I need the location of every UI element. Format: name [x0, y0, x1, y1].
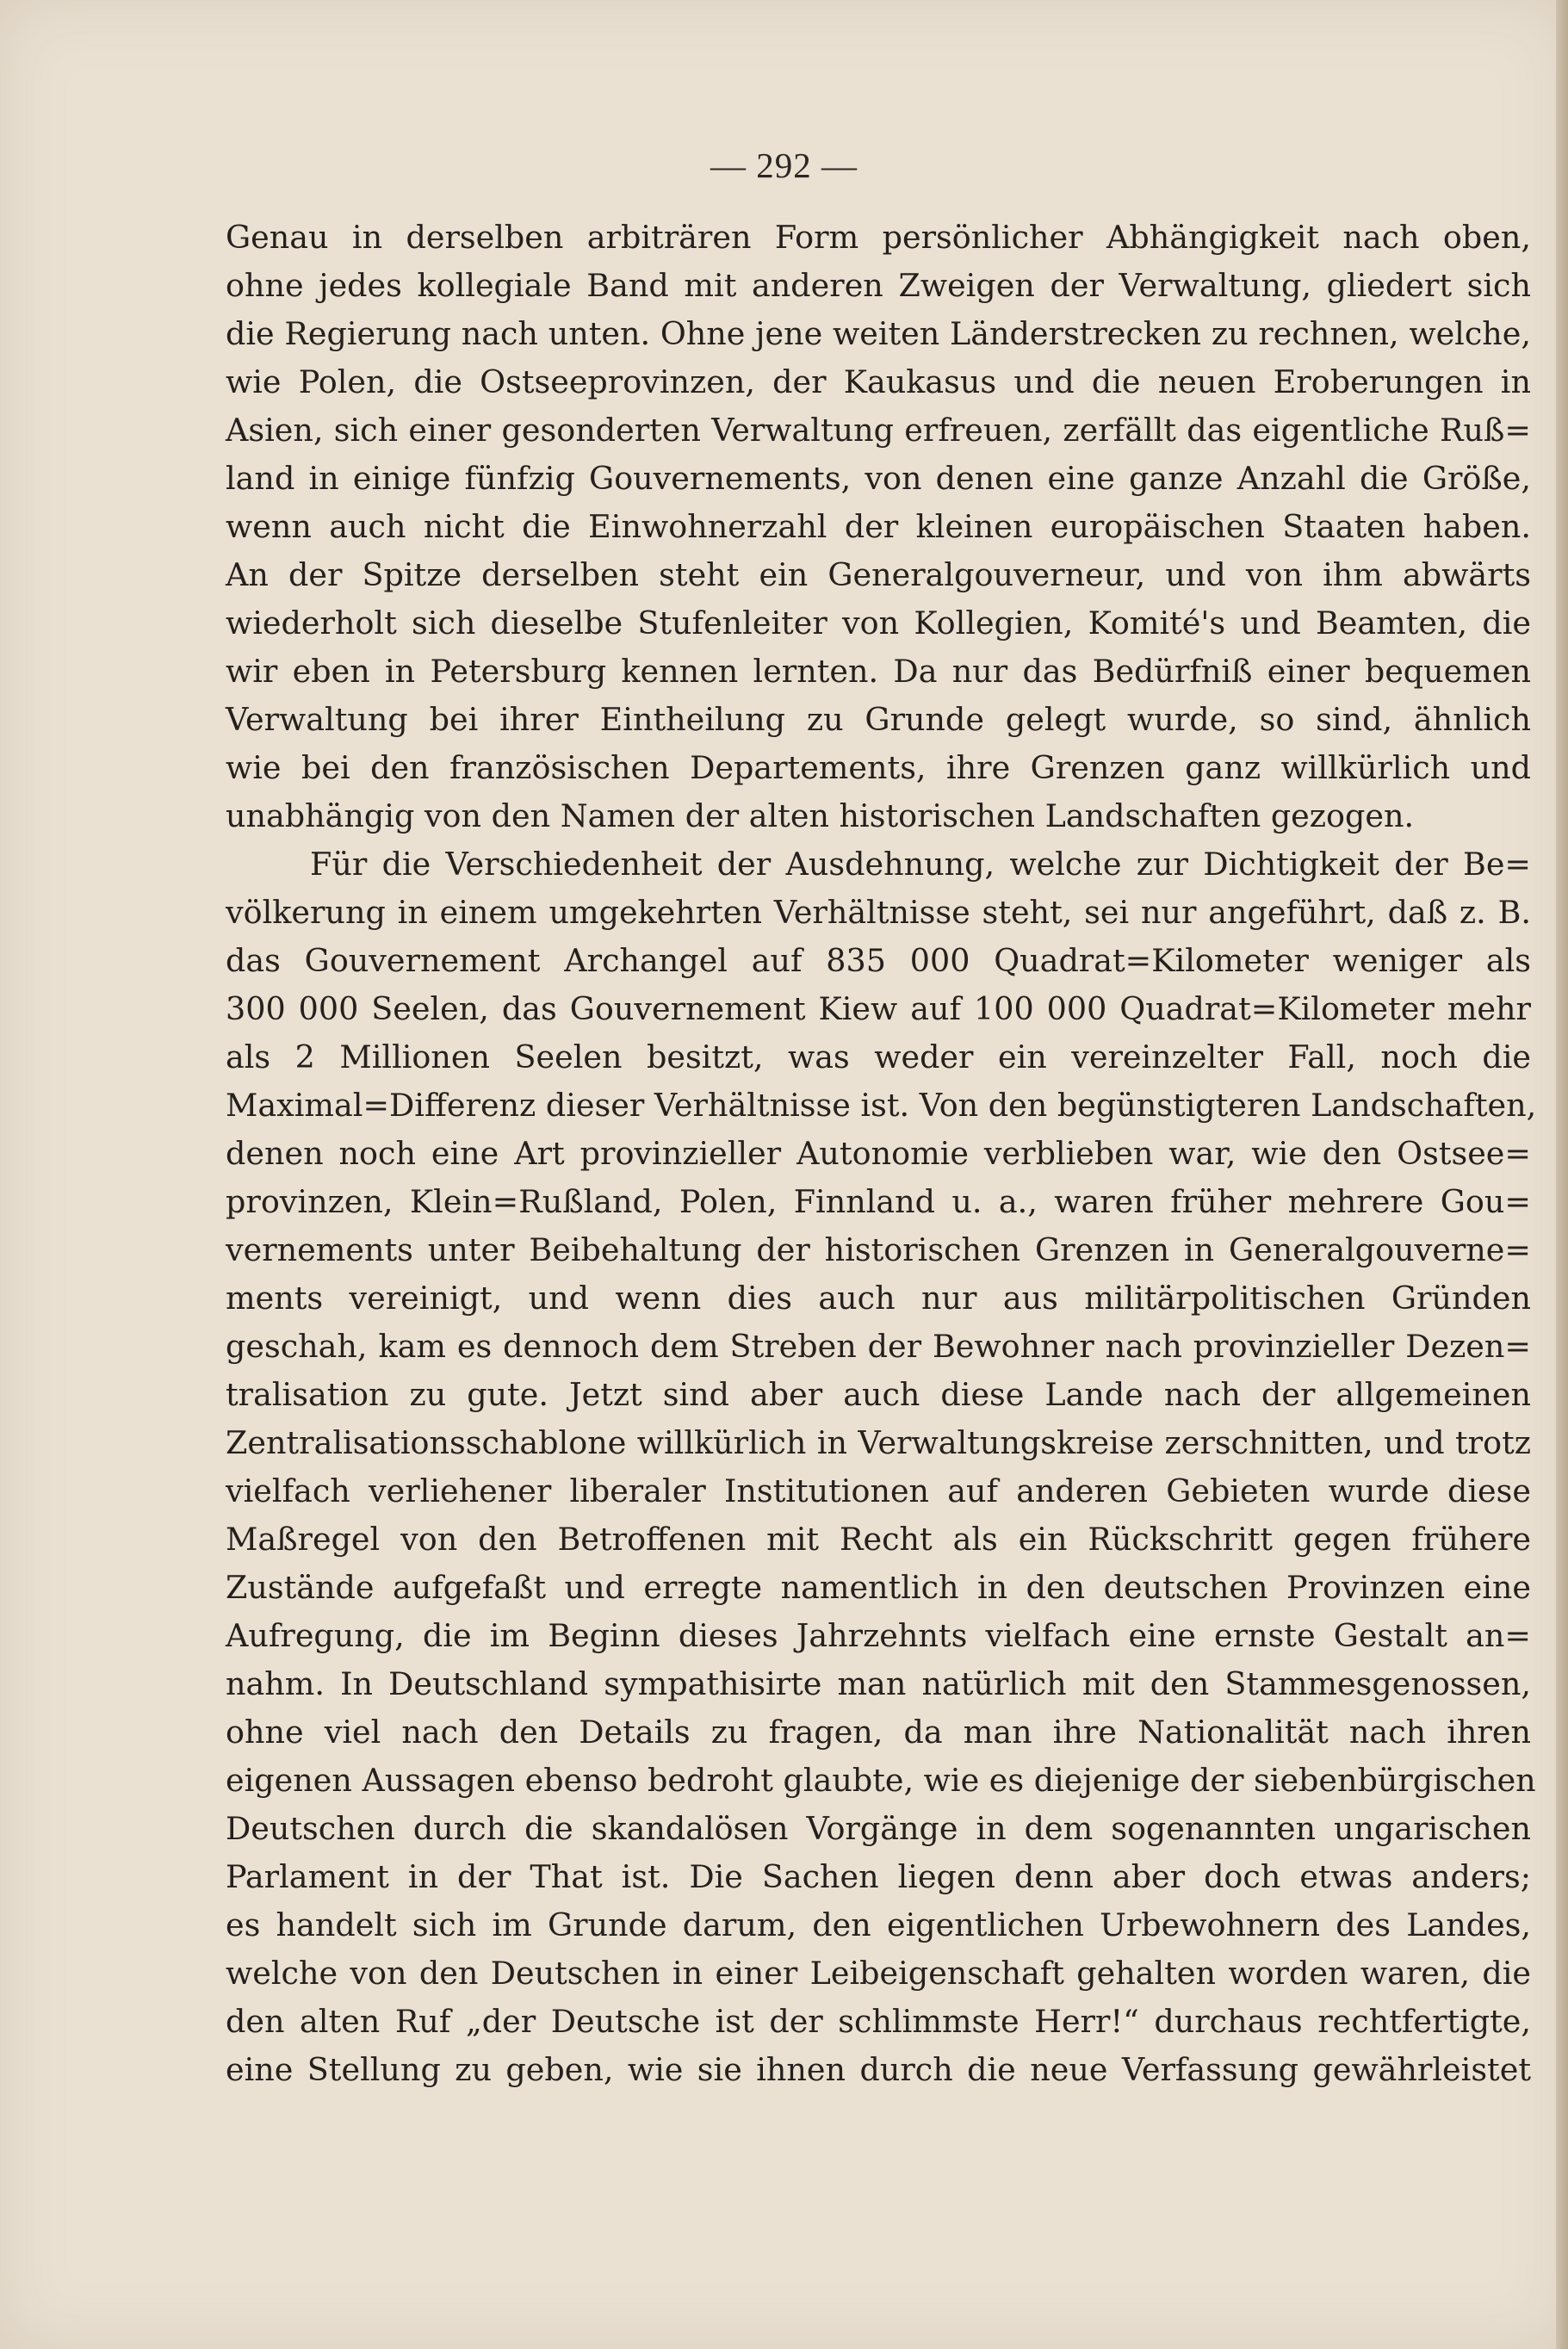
- text-line: wie Polen, die Ostseeprovinzen, der Kaukasus und die neuen Eroberungen in: [226, 363, 1531, 400]
- text-line: nahm. In Deutschland sympathisirte man natürlich mit den Stammesgenossen,: [226, 1665, 1531, 1702]
- text-line: geschah, kam es dennoch dem Streben der Bewohner nach provinzieller Dezen=: [226, 1328, 1531, 1365]
- text-line: land in einige fünfzig Gouvernements, von denen eine ganze Anzahl die Größe,: [226, 460, 1531, 497]
- text-line: völkerung in einem umgekehrten Verhältnisse steht, sei nur angeführt, daß z. B.: [226, 894, 1531, 931]
- text-line: die Regierung nach unten. Ohne jene weiten Länderstrecken zu rechnen, welche,: [226, 315, 1531, 352]
- body-text: [226, 214, 1537, 2094]
- text-line: als 2 Millionen Seelen besitzt, was weder ein vereinzelter Fall, noch die: [226, 1038, 1531, 1075]
- text-line: Zentralisationsschablone willkürlich in Verwaltungskreise zerschnitten, und trotz: [226, 1424, 1531, 1461]
- text-line: Genau in derselben arbiträren Form persönlicher Abhängigkeit nach oben,: [226, 219, 1531, 256]
- text-line: ohne viel nach den Details zu fragen, da man ihre Nationalität nach ihren: [226, 1714, 1531, 1751]
- text-line: Maximal=Differenz dieser Verhältnisse ist. Von den begünstigteren Landschaften,: [226, 1087, 1537, 1124]
- text-line: ments vereinigt, und wenn dies auch nur aus militärpolitischen Gründen: [226, 1280, 1531, 1317]
- text-line: Aufregung, die im Beginn dieses Jahrzehnts vielfach eine ernste Gestalt an=: [226, 1617, 1531, 1654]
- text-line: Verwaltung bei ihrer Eintheilung zu Grunde gelegt wurde, so sind, ähnlich: [226, 701, 1531, 738]
- text-line: wie bei den französischen Departements, ihre Grenzen ganz willkürlich und: [226, 749, 1531, 786]
- text-line: vielfach verliehener liberaler Institutionen auf anderen Gebieten wurde diese: [226, 1472, 1531, 1509]
- text-line: Parlament in der That ist. Die Sachen liegen denn aber doch etwas anders;: [226, 1858, 1531, 1895]
- page-edge-shadow: [1556, 0, 1568, 2349]
- text-line: ohne jedes kollegiale Band mit anderen Zweigen der Verwaltung, gliedert sich: [226, 267, 1531, 304]
- text-line: welche von den Deutschen in einer Leibeigenschaft gehalten worden waren, die: [226, 1955, 1531, 1992]
- text-line: Für die Verschiedenheit der Ausdehnung, welche zur Dichtigkeit der Be=: [310, 846, 1531, 883]
- text-line: den alten Ruf „der Deutsche ist der schlimmste Herr!“ durchaus rechtfertigte,: [226, 2003, 1531, 2040]
- text-line: unabhängig von den Namen der alten historischen Landschaften gezogen.: [226, 797, 1415, 834]
- text-line: Asien, sich einer gesonderten Verwaltung erfreuen, zerfällt das eigentliche Ruß=: [226, 412, 1531, 449]
- text-line: wiederholt sich dieselbe Stufenleiter von Kollegien, Komité's und Beamten, die: [226, 604, 1531, 641]
- text-line: Deutschen durch die skandalösen Vorgänge in dem sogenannten ungarischen: [226, 1810, 1531, 1847]
- text-line: Maßregel von den Betroffenen mit Recht als ein Rückschritt gegen frühere: [226, 1521, 1531, 1558]
- text-line: das Gouvernement Archangel auf 835 000 Quadrat=Kilometer weniger als: [226, 942, 1531, 979]
- text-line: 300 000 Seelen, das Gouvernement Kiew auf 100 000 Quadrat=Kilometer mehr: [226, 990, 1531, 1027]
- text-line: wir eben in Petersburg kennen lernten. Da nur das Bedürfniß einer bequemen: [226, 653, 1531, 690]
- text-line: denen noch eine Art provinzieller Autonomie verblieben war, wie den Ostsee=: [226, 1135, 1531, 1172]
- text-line: wenn auch nicht die Einwohnerzahl der kleinen europäischen Staaten haben.: [226, 508, 1531, 545]
- page-number: — 292 —: [710, 146, 858, 185]
- text-line: provinzen, Klein=Rußland, Polen, Finnland u. a., waren früher mehrere Gou=: [226, 1183, 1531, 1220]
- text-line: An der Spitze derselben steht ein Generalgouverneur, und von ihm abwärts: [226, 556, 1531, 593]
- text-line: vernements unter Beibehaltung der historischen Grenzen in Generalgouverne=: [226, 1231, 1531, 1268]
- text-line: es handelt sich im Grunde darum, den eigentlichen Urbewohnern des Landes,: [226, 1906, 1531, 1943]
- text-line: eigenen Aussagen ebenso bedroht glaubte, wie es diejenige der siebenbürgischen: [226, 1762, 1536, 1799]
- text-line: tralisation zu gute. Jetzt sind aber auch diese Lande nach der allgemeinen: [226, 1376, 1531, 1413]
- text-line: eine Stellung zu geben, wie sie ihnen durch die neue Verfassung gewährleistet: [226, 2051, 1531, 2088]
- text-line: Zustände aufgefaßt und erregte namentlich in den deutschen Provinzen eine: [226, 1569, 1531, 1606]
